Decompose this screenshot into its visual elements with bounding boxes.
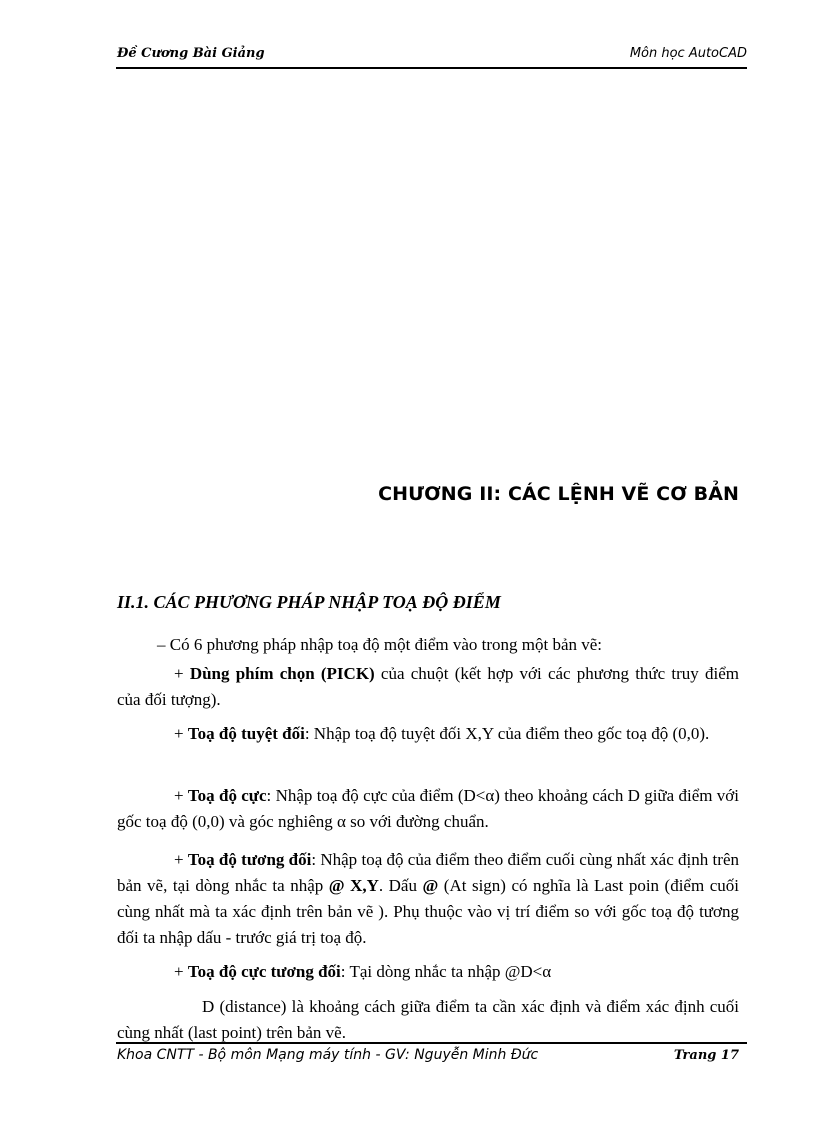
- header-divider: [116, 67, 747, 69]
- footer-divider: [116, 1042, 747, 1044]
- paragraph-polar: [117, 783, 739, 835]
- paragraph-text: : Nhập toạ độ của điểm theo điểm cuối cùng nhất xác định trên bản vẽ, tại dòng nhắc ta nhập: [117, 850, 739, 895]
- paragraph-prefix: +: [174, 724, 188, 743]
- footer-author: Khoa CNTT - Bộ môn Mạng máy tính - GV: Nguyễn Minh Đức: [117, 1047, 539, 1063]
- term-pick: Dùng phím chọn (PICK): [189, 664, 375, 683]
- term-relative: Toạ độ tương đối: [187, 850, 312, 869]
- paragraph-text: của chuột (kết hợp với các phương thức truy điểm của đối tượng).: [117, 664, 739, 709]
- term-at-sign: @: [422, 876, 439, 895]
- header-document-title: Đề Cương Bài Giảng: [117, 46, 265, 61]
- paragraph-distance: D (distance) là khoảng cách giữa điểm ta cần xác định và điểm xác định cuối cùng nhất (last point) trên bản vẽ.: [117, 997, 739, 1042]
- paragraph-text: : Tại dòng nhắc ta nhập @D<α: [340, 962, 552, 981]
- paragraph-text: (At sign) có nghĩa là Last poin (điểm cuối cùng nhất mà ta xác định trên bản vẽ ). Phụ thuộc vào vị trí điểm so với gốc toạ độ tương đối ta nhập dấu - trước giá trị toạ độ.: [117, 876, 739, 947]
- page-number: Trang 17: [673, 1048, 739, 1063]
- paragraph-text: : Nhập toạ độ cực của điểm (D<α) theo khoảng cách D giữa điểm với gốc toạ độ (0,0) và góc nghiêng α so với đường chuẩn.: [117, 786, 740, 831]
- term-relative-polar: Toạ độ cực tương đối: [187, 962, 341, 981]
- paragraph-prefix: +: [174, 850, 188, 869]
- paragraph-relative: [117, 847, 739, 951]
- paragraph-absolute: [117, 721, 739, 747]
- paragraph-intro: – Có 6 phương pháp nhập toạ độ một điểm vào trong một bản vẽ:: [157, 635, 603, 654]
- term-relative-syntax: @ X,Y: [328, 876, 379, 895]
- section-title: II.1. CÁC PHƯƠNG PHÁP NHẬP TOẠ ĐỘ ĐIỂM: [117, 592, 501, 612]
- paragraph-prefix: +: [174, 786, 188, 805]
- term-absolute: Toạ độ tuyệt đối: [187, 724, 305, 743]
- term-polar: Toạ độ cực: [187, 786, 267, 805]
- paragraph-pick: [117, 661, 739, 713]
- paragraph-text: : Nhập toạ độ tuyệt đối X,Y của điểm theo gốc toạ độ (0,0).: [304, 724, 710, 743]
- header-course-name: Môn học AutoCAD: [629, 46, 747, 61]
- chapter-title: CHƯƠNG II: CÁC LỆNH VẼ CƠ BẢN: [378, 483, 739, 505]
- paragraph-prefix: +: [174, 962, 188, 981]
- paragraph-relative-polar: [117, 959, 739, 985]
- paragraph-prefix: +: [174, 664, 190, 683]
- paragraph-text: . Dấu: [378, 876, 423, 895]
- page-header: [117, 46, 747, 68]
